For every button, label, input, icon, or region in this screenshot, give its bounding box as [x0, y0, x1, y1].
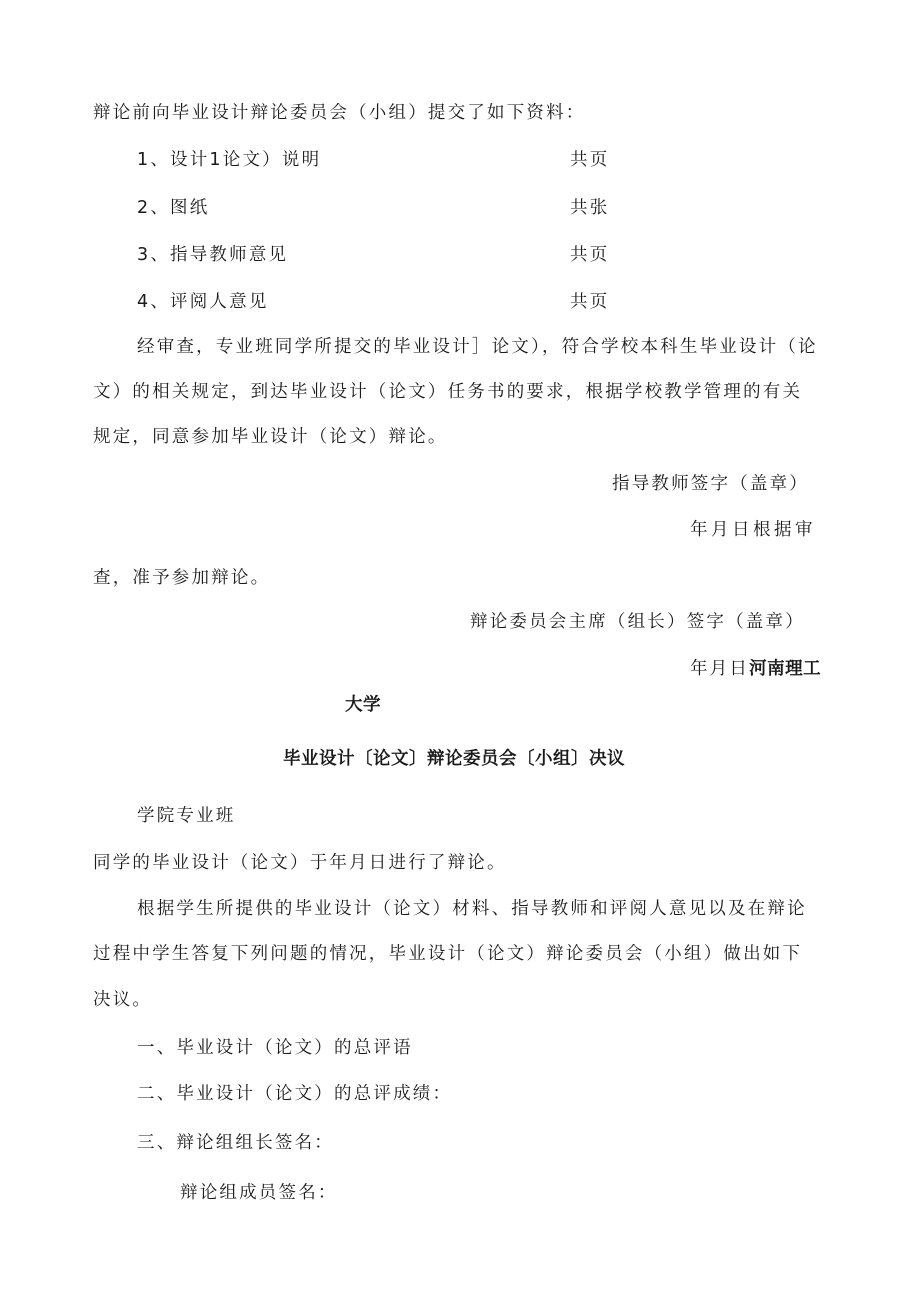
- material-item-count: 共页: [570, 245, 610, 265]
- intro-text: 辩论前向毕业设计辩论委员会（小组）提交了如下资料：: [93, 103, 586, 123]
- material-item-label: 4、评阅人意见: [137, 292, 269, 312]
- advisor-date-line: 年月日根据审: [690, 520, 816, 540]
- basis-paragraph-line: 根据学生所提供的毕业设计（论文）材料、指导教师和评阅人意见以及在辩论: [137, 899, 807, 919]
- resolution-item: 二、毕业设计（论文）的总评成绩：: [137, 1084, 453, 1104]
- resolution-title: 毕业设计〔论文〕辩论委员会〔小组〕决议: [283, 749, 625, 769]
- material-item-count: 共张: [570, 198, 610, 218]
- resolution-item: 一、毕业设计（论文）的总评语: [137, 1038, 413, 1058]
- material-item-label: 1、设计1论文）说明: [137, 150, 322, 170]
- advisor-signature: 指导教师签字（盖章）: [612, 474, 809, 494]
- review-paragraph-line: 规定，同意参加毕业设计（论文）辩论。: [93, 427, 448, 447]
- basis-paragraph-line: 决议。: [93, 990, 153, 1010]
- chair-date-line: [690, 657, 821, 681]
- approval-continuation: 查，准予参加辩论。: [93, 568, 271, 588]
- material-item-label: 2、图纸: [137, 198, 210, 218]
- chair-signature: 辩论委员会主席（组长）签字（盖章）: [470, 612, 805, 632]
- material-item-count: 共页: [570, 150, 610, 170]
- resolution-item: 三、辩论组组长签名：: [137, 1133, 334, 1153]
- student-line: 同学的毕业设计（论文）于年月日进行了辩论。: [93, 853, 507, 873]
- university-name-part2: 大学: [345, 695, 381, 715]
- chair-date: 年月日: [690, 659, 750, 679]
- university-name-part1: 河南理工: [749, 659, 822, 679]
- material-item-label: 3、指导教师意见: [137, 245, 289, 265]
- basis-paragraph-line: 过程中学生答复下列问题的情况，毕业设计（论文）辩论委员会（小组）做出如下: [93, 944, 803, 964]
- review-paragraph-line: 文）的相关规定，到达毕业设计（论文）任务书的要求，根据学校教学管理的有关: [93, 382, 803, 402]
- material-item-count: 共页: [570, 292, 610, 312]
- members-signature: 辩论组成员签名：: [180, 1183, 338, 1203]
- review-paragraph-line: 经审查，专业班同学所提交的毕业设计］论文），符合学校本科生毕业设计（论: [137, 337, 818, 357]
- dept-line: 学院专业班: [137, 806, 236, 826]
